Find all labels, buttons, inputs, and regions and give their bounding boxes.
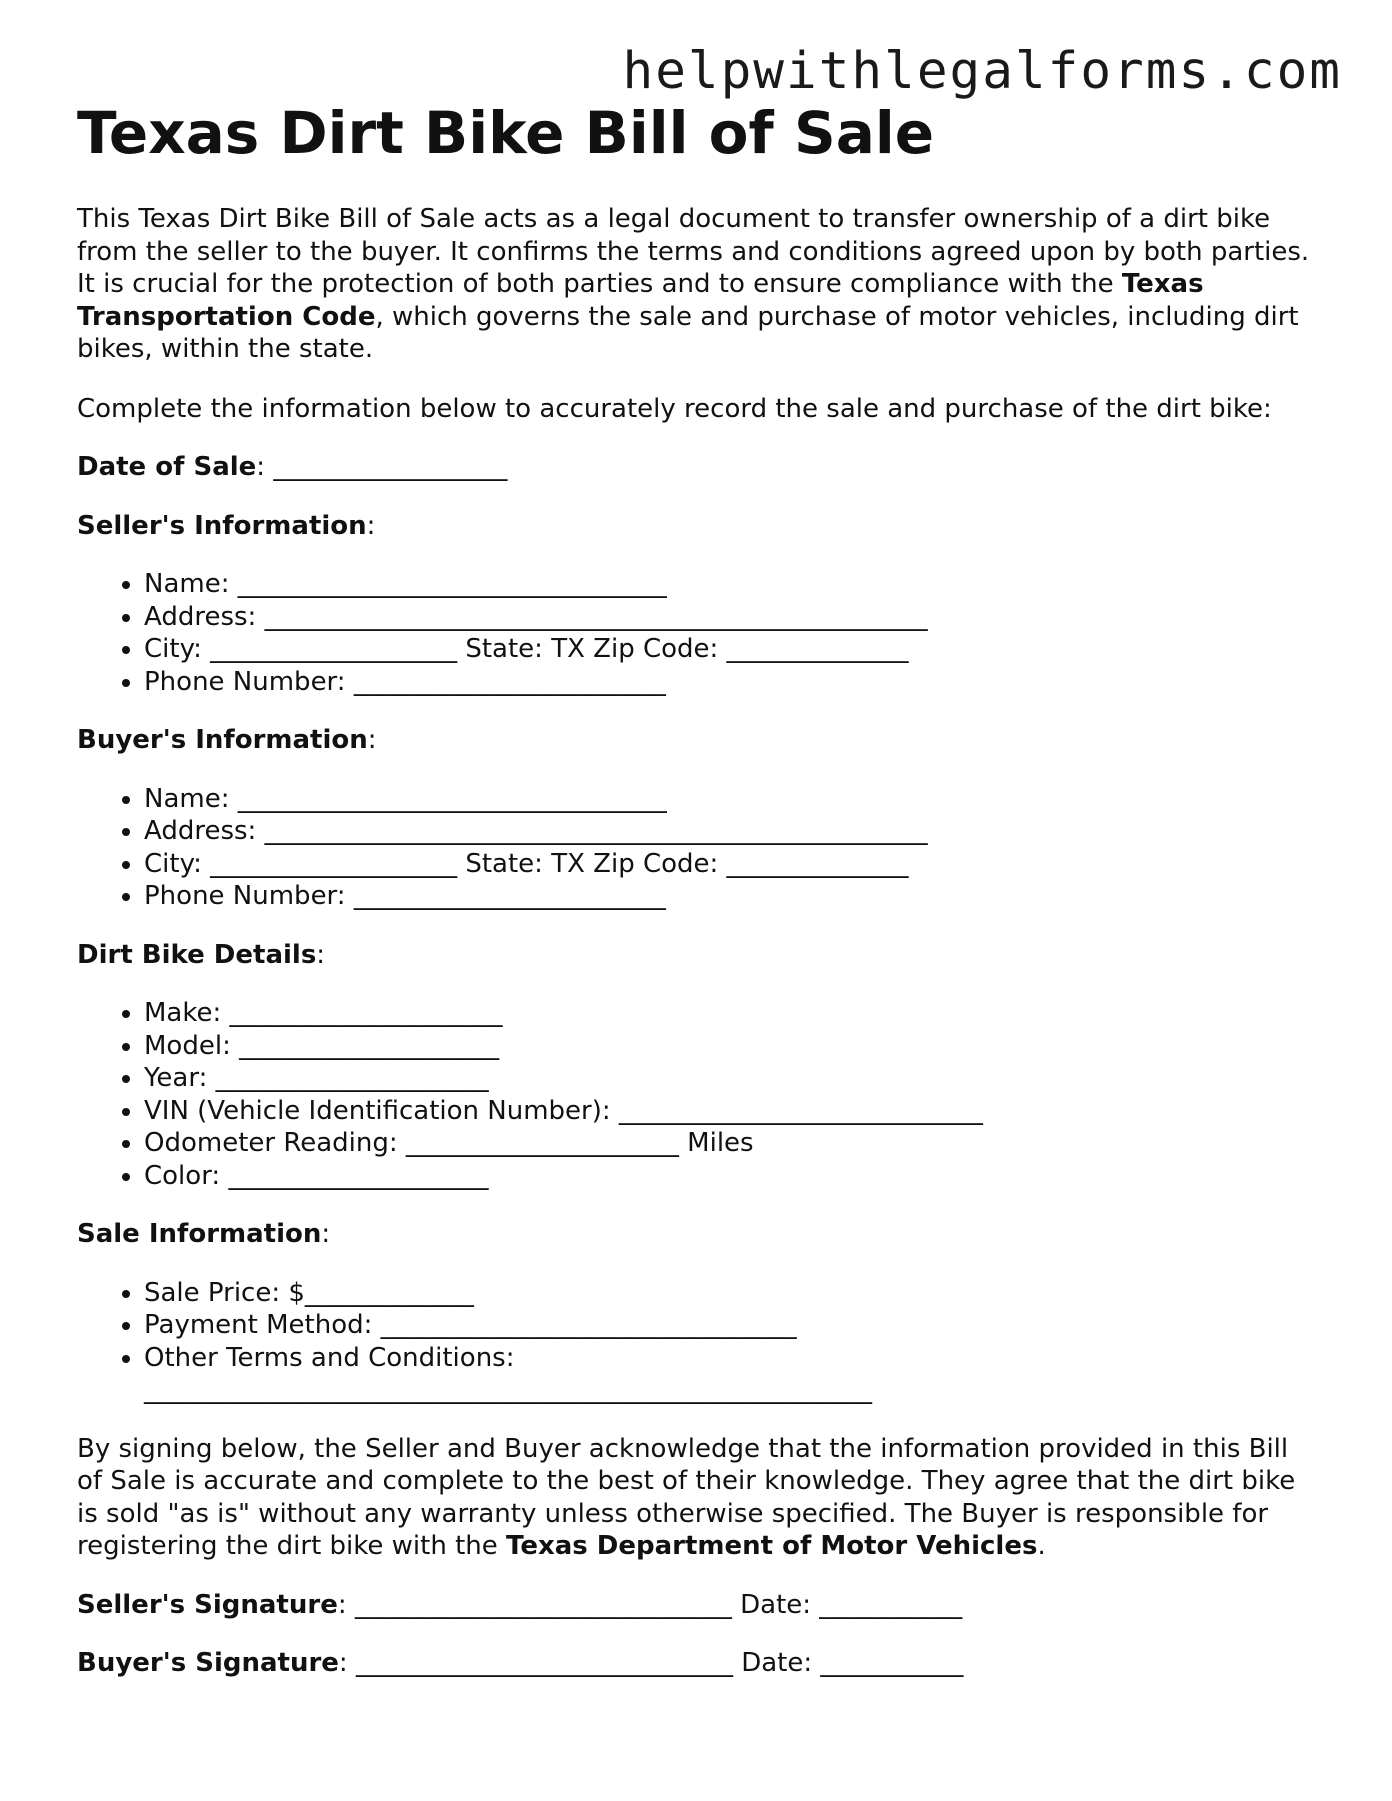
sale-heading-colon: :	[321, 1219, 331, 1249]
bike-list	[77, 997, 1317, 1192]
seller-signature-label: Seller's Signature	[77, 1589, 338, 1620]
intro-text-1: This Texas Dirt Bike Bill of Sale acts as a legal document to transfer ownership of a dirt bike from the seller to the buyer. It confirms the terms and conditions agreed upon by both parties. It is crucial for the protection of both parties and to ensure compliance with the	[77, 204, 1310, 299]
seller-heading-colon: :	[366, 510, 376, 541]
buyer-signature-field	[77, 1647, 1317, 1680]
page-title: Texas Dirt Bike Bill of Sale	[77, 99, 935, 167]
sale-price-field: • Sale Price: $_____________	[144, 1277, 1317, 1310]
buyer-phone-field: • Phone Number: ________________________	[144, 880, 1317, 913]
buyer-heading-colon: :	[367, 725, 377, 755]
watermark: helpwithlegalforms.com	[622, 42, 1342, 101]
bike-color-field: • Color: ____________________	[144, 1160, 1317, 1193]
sale-list	[77, 1277, 1317, 1407]
seller-list	[77, 568, 1317, 698]
seller-phone-field: • Phone Number: ________________________	[144, 666, 1317, 699]
other-terms-field: • Other Terms and Conditions: ________________________________________________________	[144, 1342, 974, 1407]
bike-heading-label: Dirt Bike Details	[77, 939, 317, 970]
bike-odometer-field: • Odometer Reading: _____________________ Miles	[144, 1127, 1317, 1160]
instructions: Complete the information below to accurately record the sale and purchase of the dirt bike:	[77, 393, 1272, 424]
buyer-heading	[77, 724, 1317, 757]
intro-paragraph	[77, 203, 1317, 366]
bike-year-field: • Year: _____________________	[144, 1062, 1317, 1095]
seller-city-field: • City: ___________________ State: TX Zip Code: ______________	[144, 633, 1317, 666]
date-of-sale-label: Date of Sale	[77, 452, 257, 482]
closing-text-2: .	[1037, 1531, 1046, 1561]
seller-heading	[77, 510, 1317, 543]
bike-vin-field: • VIN (Vehicle Identification Number): ____________________________	[144, 1095, 1317, 1128]
seller-heading-label: Seller's Information	[77, 510, 367, 541]
intro-bold: Texas Transportation Code	[77, 269, 1204, 332]
buyer-signature-label: Buyer's Signature	[77, 1648, 339, 1678]
seller-name-field: • Name: _________________________________	[144, 568, 1317, 601]
bike-model-field: • Model: ____________________	[144, 1030, 1317, 1063]
buyer-heading-label: Buyer's Information	[77, 725, 368, 755]
date-of-sale-field	[77, 451, 1317, 484]
bike-heading-colon: :	[316, 939, 326, 970]
buyer-address-field: • Address: ___________________________________________________	[144, 815, 1317, 848]
bike-heading	[77, 939, 1317, 972]
closing-text-1: By signing below, the Seller and Buyer acknowledge that the information provided in this Bill of Sale is accurate and complete to the best of their knowledge. They agree that the dirt bike is sold "as is" without any warranty unless otherwise specified. The Buyer is responsible for registering the dirt bike with the	[77, 1433, 1296, 1561]
sale-heading-label: Sale Information	[77, 1219, 322, 1249]
closing-paragraph	[77, 1433, 1317, 1563]
payment-method-field: • Payment Method: ________________________________	[144, 1309, 1317, 1342]
date-of-sale-blank: : __________________	[256, 452, 508, 482]
buyer-city-field: • City: ___________________ State: TX Zip Code: ______________	[144, 848, 1317, 881]
intro-text-2: , which governs the sale and purchase of motor vehicles, including dirt bikes, within the state.	[77, 301, 1299, 364]
seller-signature-field	[77, 1589, 1317, 1622]
bike-make-field: • Make: _____________________	[144, 997, 1317, 1030]
buyer-name-field: • Name: _________________________________	[144, 783, 1317, 816]
sale-heading	[77, 1218, 1317, 1251]
buyer-list	[77, 783, 1317, 913]
buyer-signature-blank: : _____________________________ Date: ___________	[338, 1648, 964, 1678]
document-page	[77, 100, 1317, 1680]
seller-signature-blank: : _____________________________ Date: ___________	[337, 1589, 963, 1620]
closing-bold: Texas Department of Motor Vehicles	[506, 1531, 1038, 1561]
seller-address-field: • Address: ___________________________________________________	[144, 601, 1317, 634]
